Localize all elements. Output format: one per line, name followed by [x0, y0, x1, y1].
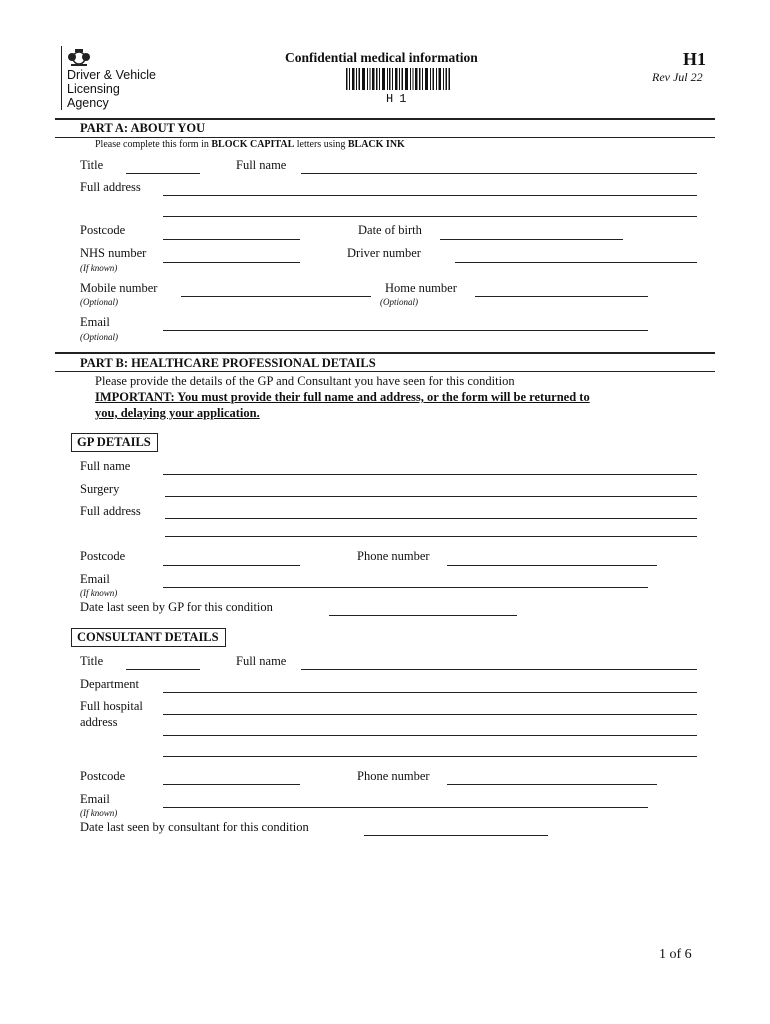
barcode	[346, 68, 450, 90]
agency-line-3: Agency	[67, 96, 109, 110]
home-number-field[interactable]	[475, 282, 648, 297]
gp-last-seen-label: Date last seen by GP for this condition	[80, 600, 273, 614]
driver-number-label: Driver number	[347, 246, 421, 260]
title-field[interactable]	[126, 159, 200, 174]
department-field[interactable]	[163, 678, 697, 693]
gp-full-name-field[interactable]	[163, 460, 697, 475]
barcode-caption: H1	[386, 92, 413, 106]
gp-phone-field[interactable]	[447, 551, 657, 566]
home-number-label: Home number	[385, 281, 457, 295]
gp-phone-label: Phone number	[357, 549, 430, 563]
part-b-heading: PART B: HEALTHCARE PROFESSIONAL DETAILS	[80, 356, 376, 370]
address-field-2[interactable]	[163, 202, 697, 217]
form-title: Confidential medical information	[285, 50, 478, 65]
consultant-email-field[interactable]	[163, 793, 648, 808]
consultant-postcode-field[interactable]	[163, 770, 300, 785]
nhs-field[interactable]	[163, 248, 300, 263]
part-b-intro: Please provide the details of the GP and Consultant you have seen for this condition	[95, 374, 515, 388]
full-name-field[interactable]	[301, 159, 697, 174]
gp-details-heading: GP DETAILS	[71, 433, 158, 452]
important-line-2: you, delaying your application.	[95, 406, 260, 420]
driver-number-field[interactable]	[455, 248, 697, 263]
consultant-phone-field[interactable]	[447, 770, 657, 785]
gp-address-field-1[interactable]	[165, 504, 697, 519]
nhs-label: NHS number	[80, 246, 147, 260]
part-a-heading: PART A: ABOUT YOU	[80, 121, 206, 135]
part-b-top-rule	[55, 352, 715, 354]
consultant-email-note: (If known)	[80, 808, 118, 818]
agency-line-1: Driver & Vehicle	[67, 68, 156, 82]
gp-full-name-label: Full name	[80, 459, 131, 473]
consultant-phone-label: Phone number	[357, 769, 430, 783]
mobile-note: (Optional)	[80, 297, 118, 307]
consultant-email-label: Email	[80, 792, 110, 806]
consultant-full-name-label: Full name	[236, 654, 287, 668]
dob-field[interactable]	[440, 225, 623, 240]
gp-email-field[interactable]	[163, 573, 648, 588]
form-code: H1	[683, 49, 707, 69]
hospital-label-1: Full hospital	[80, 699, 143, 713]
dvla-logo	[60, 46, 170, 112]
gp-last-seen-field[interactable]	[329, 601, 517, 616]
postcode-field[interactable]	[163, 225, 300, 240]
hospital-address-field-2[interactable]	[163, 721, 697, 736]
consultant-last-seen-label: Date last seen by consultant for this condition	[80, 820, 309, 834]
full-name-label: Full name	[236, 158, 287, 172]
agency-line-2: Licensing	[67, 82, 120, 96]
mobile-field[interactable]	[181, 282, 371, 297]
crest-icon	[66, 48, 92, 68]
consultant-title-label: Title	[80, 654, 104, 668]
important-line-1: IMPORTANT: You must provide their full name and address, or the form will be returned to	[95, 390, 590, 404]
page-number: 1 of 6	[659, 947, 692, 962]
consultant-postcode-label: Postcode	[80, 769, 126, 783]
consultant-full-name-field[interactable]	[301, 655, 697, 670]
part-a-instruction: Please complete this form in BLOCK CAPITAL letters using BLACK INK	[95, 139, 405, 150]
gp-postcode-label: Postcode	[80, 549, 126, 563]
part-a-top-rule	[55, 118, 715, 120]
part-b-under-rule	[55, 371, 715, 372]
gp-address-field-2[interactable]	[165, 522, 697, 537]
part-a-under-rule	[55, 137, 715, 138]
nhs-note: (If known)	[80, 263, 118, 273]
postcode-label: Postcode	[80, 223, 126, 237]
gp-surgery-label: Surgery	[80, 482, 120, 496]
gp-surgery-field[interactable]	[165, 482, 697, 497]
title-label: Title	[80, 158, 104, 172]
consultant-details-heading: CONSULTANT DETAILS	[71, 628, 226, 647]
full-address-label: Full address	[80, 180, 141, 194]
gp-address-label: Full address	[80, 504, 141, 518]
gp-email-note: (If known)	[80, 588, 118, 598]
hospital-address-field-1[interactable]	[163, 700, 697, 715]
consultant-title-field[interactable]	[126, 655, 200, 670]
revision: Rev Jul 22	[652, 70, 703, 84]
hospital-address-field-3[interactable]	[163, 742, 697, 757]
mobile-label: Mobile number	[80, 281, 158, 295]
gp-postcode-field[interactable]	[163, 551, 300, 566]
dob-label: Date of birth	[358, 223, 422, 237]
home-number-note: (Optional)	[380, 297, 418, 307]
consultant-last-seen-field[interactable]	[364, 821, 548, 836]
hospital-label-2: address	[80, 715, 118, 729]
email-label: Email	[80, 315, 110, 329]
gp-email-label: Email	[80, 572, 110, 586]
department-label: Department	[80, 677, 140, 691]
email-field[interactable]	[163, 316, 648, 331]
email-note: (Optional)	[80, 332, 118, 342]
address-field-1[interactable]	[163, 181, 697, 196]
